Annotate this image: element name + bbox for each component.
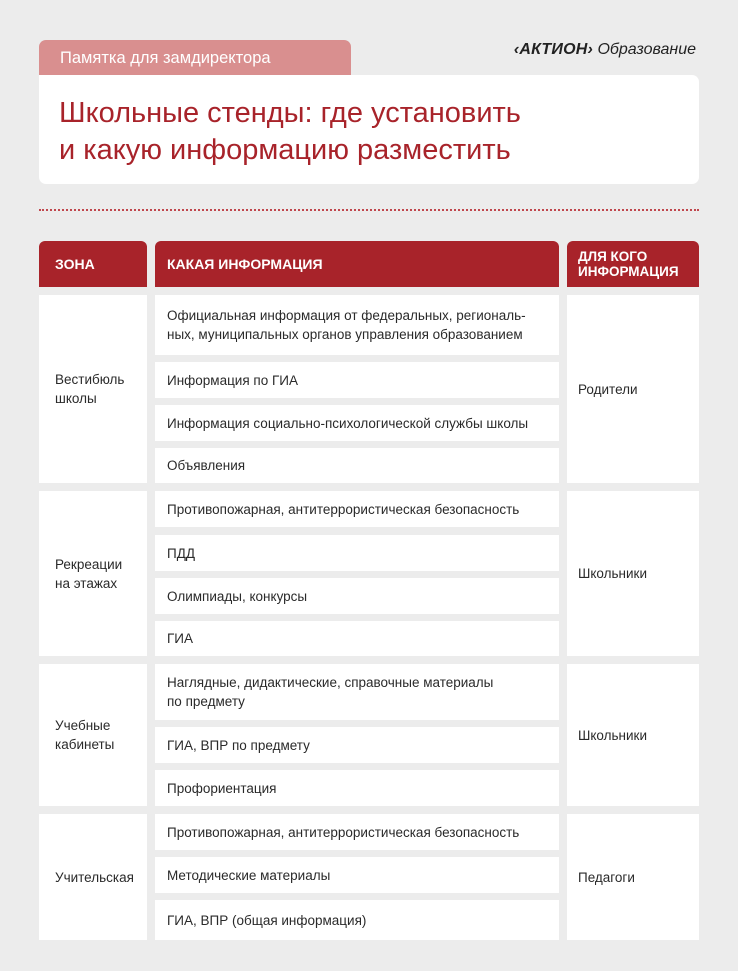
info-text (167, 673, 493, 711)
info-text: ГИА, ВПР (общая информация) (167, 912, 367, 928)
title-card (39, 75, 699, 184)
audience-label: Школьники (578, 727, 647, 743)
info-text: Методические материалы (167, 867, 331, 883)
header-info (155, 241, 559, 287)
info-text-line-2: по предмету (167, 694, 245, 709)
info-text: ГИА (167, 631, 194, 646)
audience-cell (567, 814, 699, 940)
brand-logo-rest: Образование (593, 41, 696, 58)
info-cell (155, 535, 559, 571)
audience-label: Педагоги (578, 869, 635, 885)
info-text: ПДД (167, 545, 195, 561)
document-tag (39, 40, 351, 76)
brand-logo (514, 41, 696, 59)
info-cell (155, 621, 559, 656)
info-cell (155, 362, 559, 398)
info-text: Противопожарная, антитеррористическая безопасность (167, 501, 520, 517)
info-text: Информация по ГИА (167, 372, 298, 388)
header-zone-label: ЗОНА (55, 256, 95, 272)
zone-cell (39, 664, 147, 806)
audience-cell (567, 664, 699, 806)
audience-label: Родители (578, 381, 638, 397)
page-title-line-1: Школьные стенды: где установить (59, 97, 521, 129)
document-tag-label: Памятка для замдиректора (60, 49, 271, 67)
info-cell (155, 491, 559, 527)
brand-logo-bold: ‹АКТИОН› (513, 41, 593, 58)
info-text: Противопожарная, антитеррористическая безопасность (167, 824, 520, 840)
header-audience (567, 241, 699, 287)
zone-label-line-1: Рекреации (55, 556, 123, 572)
zone-cell (39, 491, 147, 656)
header-audience-line-2: ИНФОРМАЦИЯ (578, 264, 679, 279)
info-cell (155, 857, 559, 893)
info-cell (155, 664, 559, 720)
info-text (167, 306, 526, 344)
info-cell (155, 900, 559, 940)
info-cell (155, 405, 559, 441)
info-text-line-2: ных, муниципальных органов управления образованием (167, 327, 523, 342)
page-title (59, 95, 699, 169)
info-text-line-1: Наглядные, дидактические, справочные материалы (167, 675, 494, 690)
info-text: Профориентация (167, 780, 277, 796)
zone-cell (39, 295, 147, 483)
audience-cell (567, 491, 699, 656)
zone-label-line-2: школы (55, 391, 97, 406)
zone-cell (39, 814, 147, 940)
info-cell (155, 448, 559, 483)
zone-label-line-1: Учебные (55, 718, 111, 733)
audience-cell (567, 295, 699, 483)
page-title-line-2: и какую информацию разместить (59, 134, 511, 166)
zone-label (55, 555, 122, 593)
info-text: Олимпиады, конкурсы (167, 588, 308, 604)
info-cell (155, 295, 559, 355)
info-text: Объявления (167, 458, 246, 473)
info-text: Информация социально-психологической службы школы (167, 415, 529, 431)
zone-label (55, 370, 124, 408)
audience-label: Школьники (578, 566, 647, 581)
info-cell (155, 578, 559, 614)
info-text: ГИА, ВПР по предмету (167, 737, 310, 753)
header-audience-label (578, 249, 679, 279)
zone-label-line-1: Вестибюль (55, 372, 125, 387)
dotted-divider (39, 209, 699, 211)
info-cell (155, 814, 559, 850)
zone-label: Учительская (55, 869, 134, 885)
header-audience-line-1: ДЛЯ КОГО (578, 249, 648, 264)
info-text-line-1: Официальная информация от федеральных, региональ- (167, 308, 526, 323)
info-cell (155, 770, 559, 806)
zone-label (55, 716, 114, 754)
zone-label-line-2: на этажах (55, 575, 118, 591)
info-cell (155, 727, 559, 763)
zone-label-line-2: кабинеты (55, 737, 115, 752)
header-zone (39, 241, 147, 287)
header-info-label: КАКАЯ ИНФОРМАЦИЯ (167, 256, 323, 272)
